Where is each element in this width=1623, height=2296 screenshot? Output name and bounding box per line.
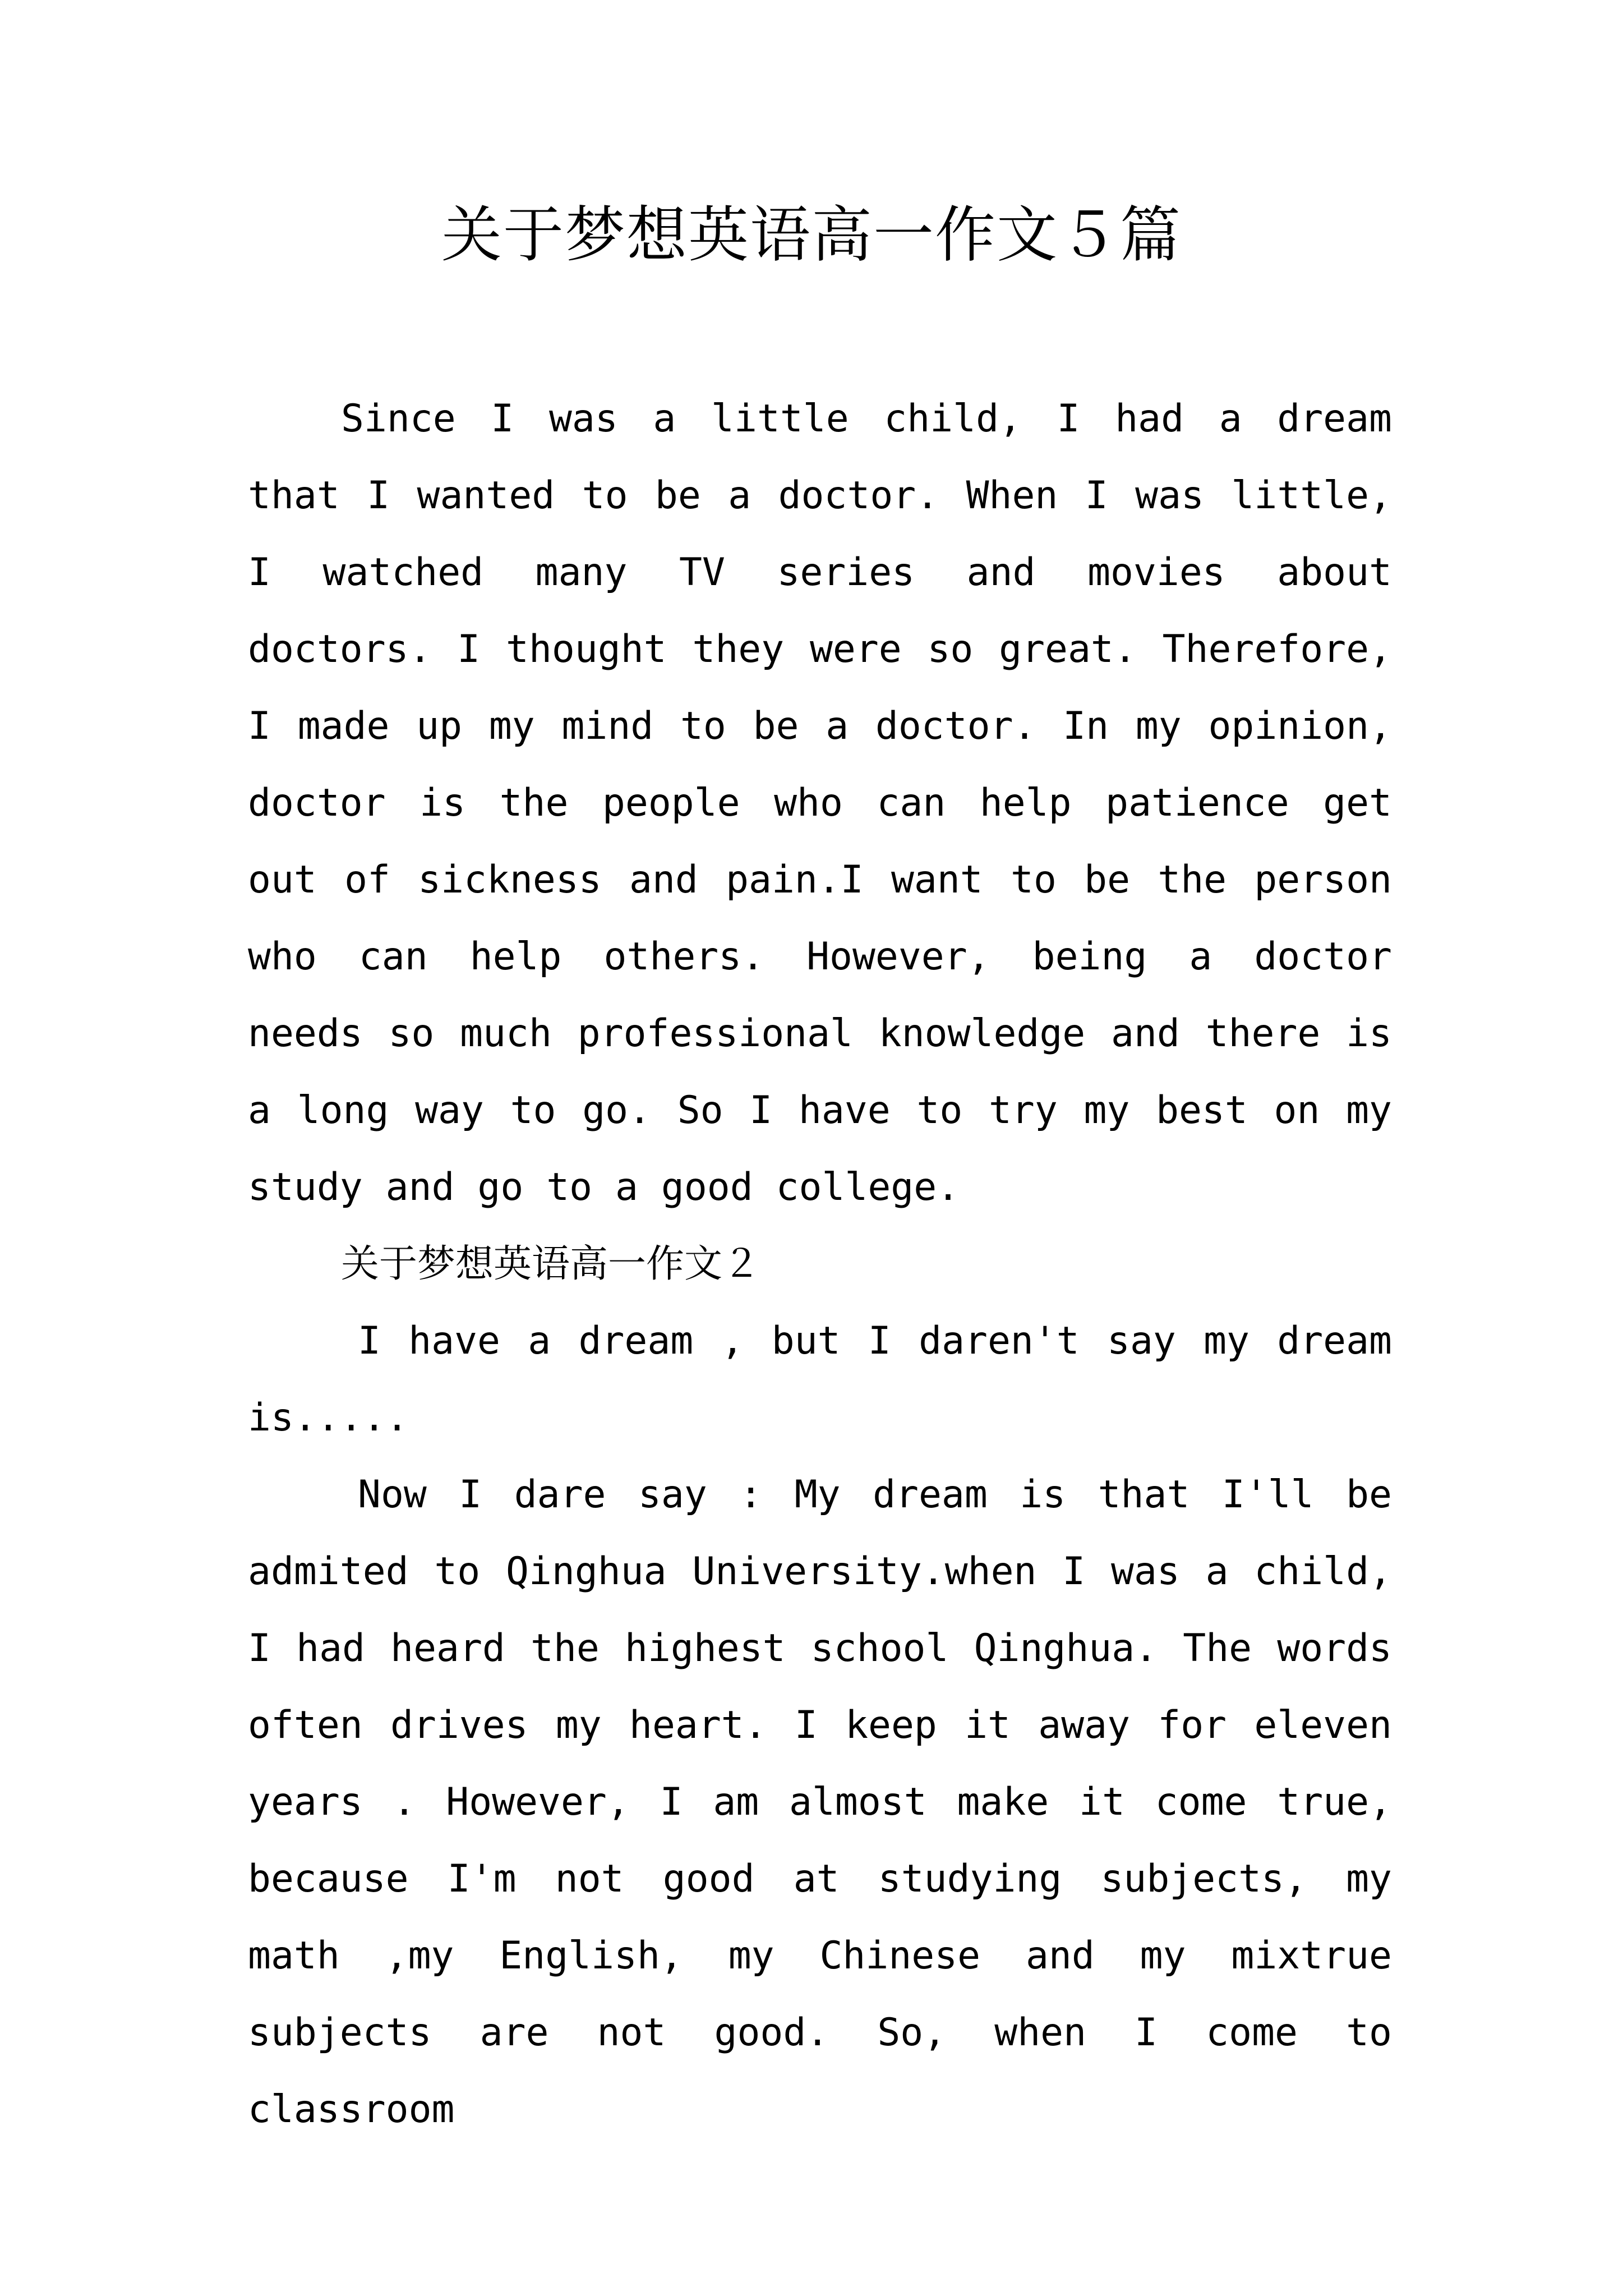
- paragraph-essay-2-body: Now I dare say : My dream is that I'll be admited to Qinghua University.when I was a child, I had heard the highest school Qinghua. The words often drives my heart. I keep it away for eleven years . However, I am almost make it come true, because I'm not good at studying subjects, my math ,my English, my Chinese and my mixtrue subjects are not good. So, when I come to classroom: [248, 1473, 1392, 2132]
- essay-2-heading: 关于梦想英语高一作文２: [341, 1242, 761, 1286]
- document-body: [248, 380, 1392, 2148]
- document-title: 关于梦想英语高一作文５篇: [441, 200, 1182, 270]
- paragraph-essay-2-intro: I have a dream , but I daren't say my dream is.....: [248, 1319, 1392, 1440]
- paragraph-essay-1: Since I was a little child, I had a dream that I wanted to be a doctor. When I was little, I watched many TV series and movies about doctors. I thought they were so great. Therefore, I made up my mind to be a doctor. In my opinion, doctor is the people who can help patience get out of sickness and pain.I want to be the person who can help others. However, being a doctor needs so much professional knowledge and there is a long way to go. So I have to try my best on my study and go to a good college.: [248, 397, 1392, 1209]
